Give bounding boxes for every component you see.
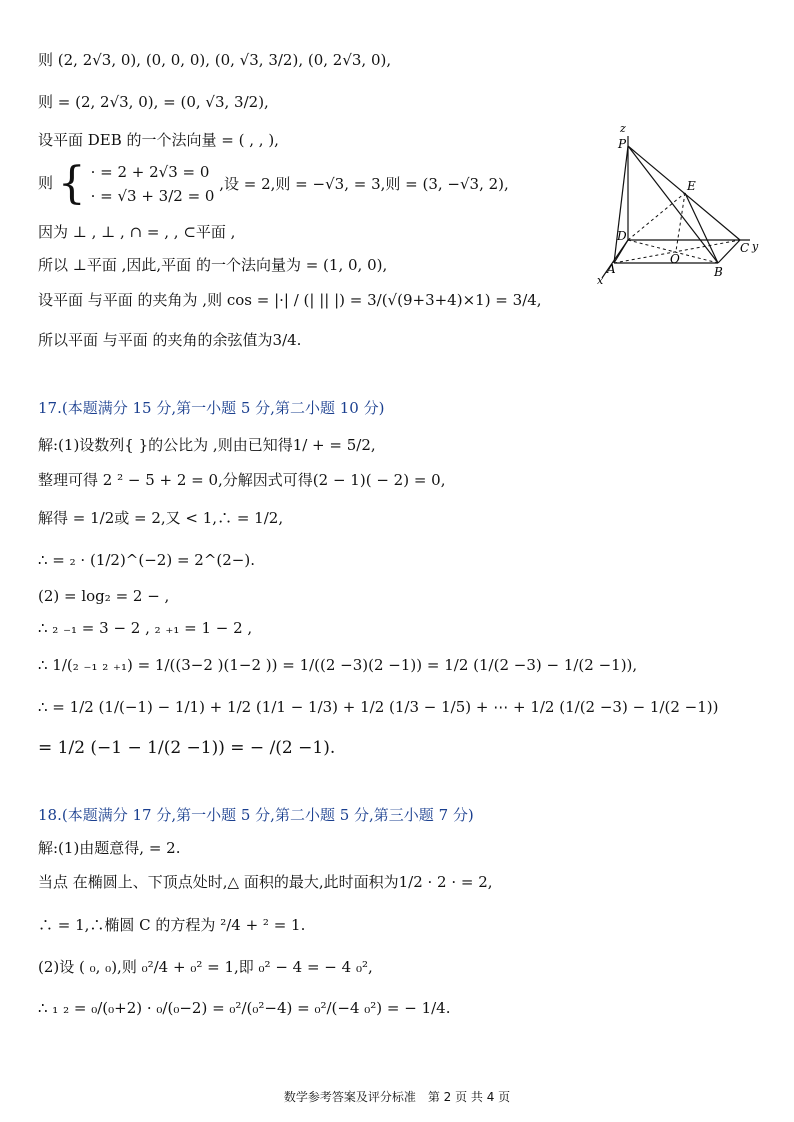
plane-normal-line: 所以 ⊥平面 ,因此,平面 的一个法向量为 = (1, 0, 0), xyxy=(38,256,388,274)
label-B: B xyxy=(714,265,723,279)
label-O: O xyxy=(670,252,680,266)
edge-PB xyxy=(628,146,718,263)
q17-step-4: ∴ = ₂ · (1/2)^(−2) = 2^(2−). xyxy=(38,551,255,569)
pyramid-figure xyxy=(590,118,770,293)
cosine-line: 设平面 与平面 的夹角为 ,则 cos = |·| / (| || |) = 3/(√(9+3+4)×1) = 3/4, xyxy=(38,291,542,309)
edge-EO xyxy=(676,193,685,251)
q18-step-1: 解:(1)由题意得, = 2. xyxy=(38,839,181,857)
label-A: A xyxy=(607,262,616,276)
label-P: P xyxy=(618,137,627,151)
vectors-line: 则 = (2, 2√3, 0), = (0, √3, 3/2), xyxy=(38,93,269,111)
conclusion-line: 所以平面 与平面 的夹角的余弦值为3/4. xyxy=(38,331,302,349)
q18-step-2: 当点 在椭圆上、下顶点处时,△ 面积的最大,此时面积为1/2 · 2 · = 2, xyxy=(38,873,493,891)
q17-header: 17.(本题满分 15 分,第一小题 5 分,第二小题 10 分) xyxy=(38,399,385,417)
q18-step-5: ∴ ₁ ₂ = ₀/(₀+2) · ₀/(₀−2) = ₀²/(₀²−4) = ₀²/(−4 ₀²) = − 1/4. xyxy=(38,999,451,1017)
system-solution: ,设 = 2,则 = −√3, = 3,则 = (3, −√3, 2), xyxy=(219,175,509,193)
label-C: C xyxy=(740,241,750,255)
perpendicular-line: 因为 ⊥ , ⊥ , ∩ = , , ⊂平面 , xyxy=(38,223,236,241)
q17-step-3: 解得 = 1/2或 = 2,又 < 1,∴ = 1/2, xyxy=(38,509,284,527)
q18-step-4: (2)设 ( ₀, ₀),则 ₀²/4 + ₀² = 1,即 ₀² − 4 = − 4 ₀², xyxy=(38,958,373,976)
system-eq-2: · = √3 + 3/2 = 0 xyxy=(90,187,215,205)
label-E: E xyxy=(687,179,696,193)
q18-step-3: ∴ = 1,∴椭圆 C 的方程为 ²/4 + ² = 1. xyxy=(38,916,306,934)
system-prefix: 则 xyxy=(38,174,54,192)
label-z: z xyxy=(620,122,626,135)
label-D: D xyxy=(617,229,627,243)
equation-system xyxy=(38,160,509,208)
system-equations xyxy=(91,160,215,208)
coords-line: 则 (2, 2√3, 0), (0, 0, 0), (0, √3, 3/2), (0, 2√3, 0), xyxy=(38,51,392,69)
q17-step-5: (2) = log₂ = 2 − , xyxy=(38,587,170,605)
left-brace: { xyxy=(57,158,86,209)
normal-vector-setup: 设平面 DEB 的一个法向量 = ( , , ), xyxy=(38,131,279,149)
q17-step-2: 整理可得 2 ² − 5 + 2 = 0,分解因式可得(2 − 1)( − 2) = 0, xyxy=(38,471,446,489)
q17-step-7: ∴ 1/(₂ ₋₁ ₂ ₊₁) = 1/((3−2 )(1−2 )) = 1/((2 −3)(2 −1)) = 1/2 (1/(2 −3) − 1/(2 −1)), xyxy=(38,656,638,674)
edge-EB xyxy=(685,193,718,263)
system-eq-1: · = 2 + 2√3 = 0 xyxy=(90,163,210,181)
q17-step-9: = 1/2 (−1 − 1/(2 −1)) = − /(2 −1). xyxy=(38,738,336,758)
q17-step-6: ∴ ₂ ₋₁ = 3 − 2 , ₂ ₊₁ = 1 − 2 , xyxy=(38,619,253,637)
q18-header: 18.(本题满分 17 分,第一小题 5 分,第二小题 5 分,第三小题 7 分) xyxy=(38,806,474,824)
q17-step-8: ∴ = 1/2 (1/(−1) − 1/1) + 1/2 (1/1 − 1/3) + 1/2 (1/3 − 1/5) + ⋯ + 1/2 (1/(2 −3) − 1/(2 −1)) xyxy=(38,698,719,716)
page-footer: 数学参考答案及评分标准 第 2 页 共 4 页 xyxy=(283,1090,511,1104)
label-x: x xyxy=(597,274,604,287)
edge-DE xyxy=(628,193,685,240)
q17-step-1: 解:(1)设数列{ }的公比为 ,则由已知得1/ + = 5/2, xyxy=(38,436,376,454)
edge-PC xyxy=(628,146,740,240)
label-y: y xyxy=(752,240,759,253)
pyramid-diagram xyxy=(590,118,770,293)
edge-PA xyxy=(614,146,628,263)
